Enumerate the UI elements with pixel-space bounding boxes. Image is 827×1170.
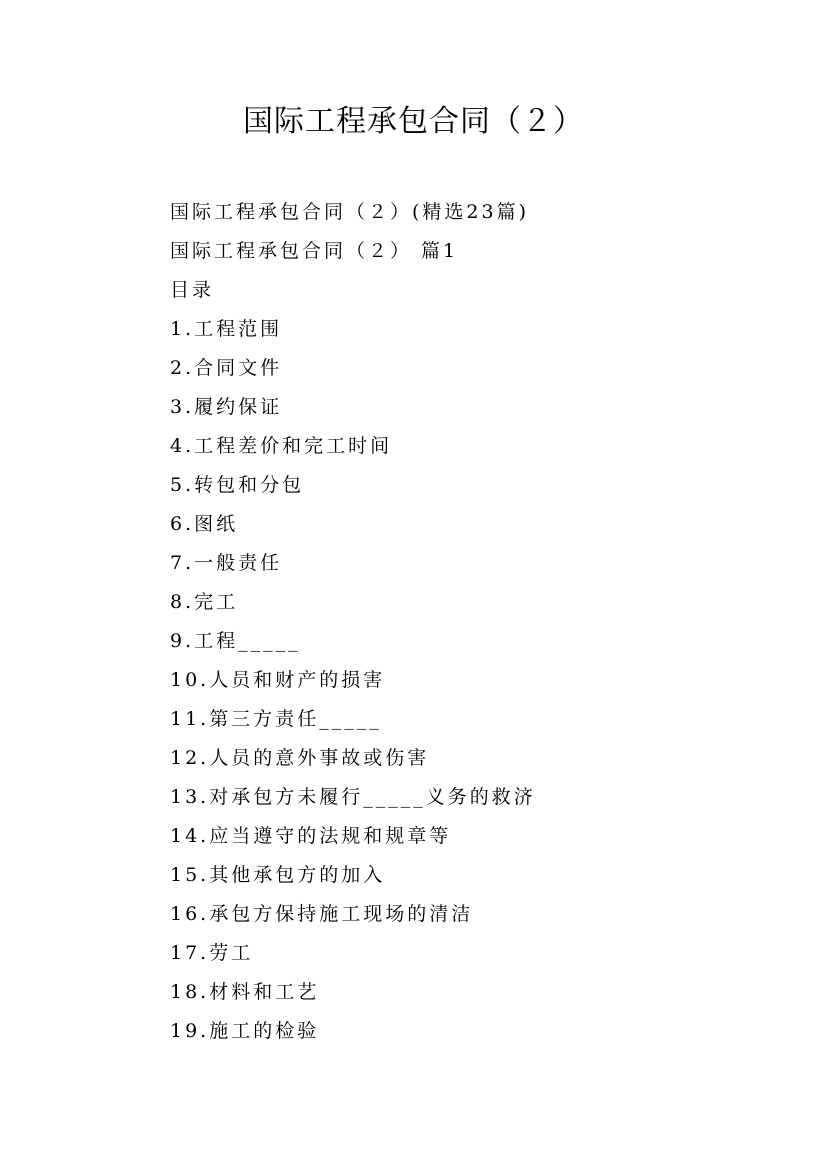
toc-item: 13.对承包方未履行_____义务的救济	[170, 786, 536, 808]
document-title: 国际工程承包合同（２）	[243, 104, 584, 139]
toc-item: 14.应当遵守的法规和规章等	[170, 825, 452, 847]
toc-item: 19.施工的检验	[170, 1020, 320, 1042]
toc-item: 12.人员的意外事故或伤害	[170, 747, 430, 769]
toc-item: 17.劳工	[170, 942, 254, 964]
toc-item: 18.材料和工艺	[170, 981, 320, 1003]
section-heading: 国际工程承包合同（２） 篇1	[170, 240, 459, 262]
toc-item: 9.工程_____	[170, 630, 301, 652]
toc-item: 4.工程差价和完工时间	[170, 435, 393, 457]
toc-item: 1.工程范围	[170, 318, 283, 340]
document-body	[170, 193, 770, 1051]
toc-item: 11.第三方责任_____	[170, 708, 382, 730]
toc-item: 6.图纸	[170, 513, 239, 535]
document-subtitle: 国际工程承包合同（２）(精选23篇)	[170, 201, 530, 223]
toc-item: 15.其他承包方的加入	[170, 864, 386, 886]
toc-item: 10.人员和财产的损害	[170, 669, 386, 691]
toc-label: 目录	[170, 279, 215, 301]
toc-item: 2.合同文件	[170, 357, 283, 379]
toc-item: 5.转包和分包	[170, 474, 305, 496]
toc-item: 3.履约保证	[170, 396, 283, 418]
toc-item: 8.完工	[170, 591, 239, 613]
toc-item: 7.一般责任	[170, 552, 283, 574]
toc-item: 16.承包方保持施工现场的清洁	[170, 903, 474, 925]
